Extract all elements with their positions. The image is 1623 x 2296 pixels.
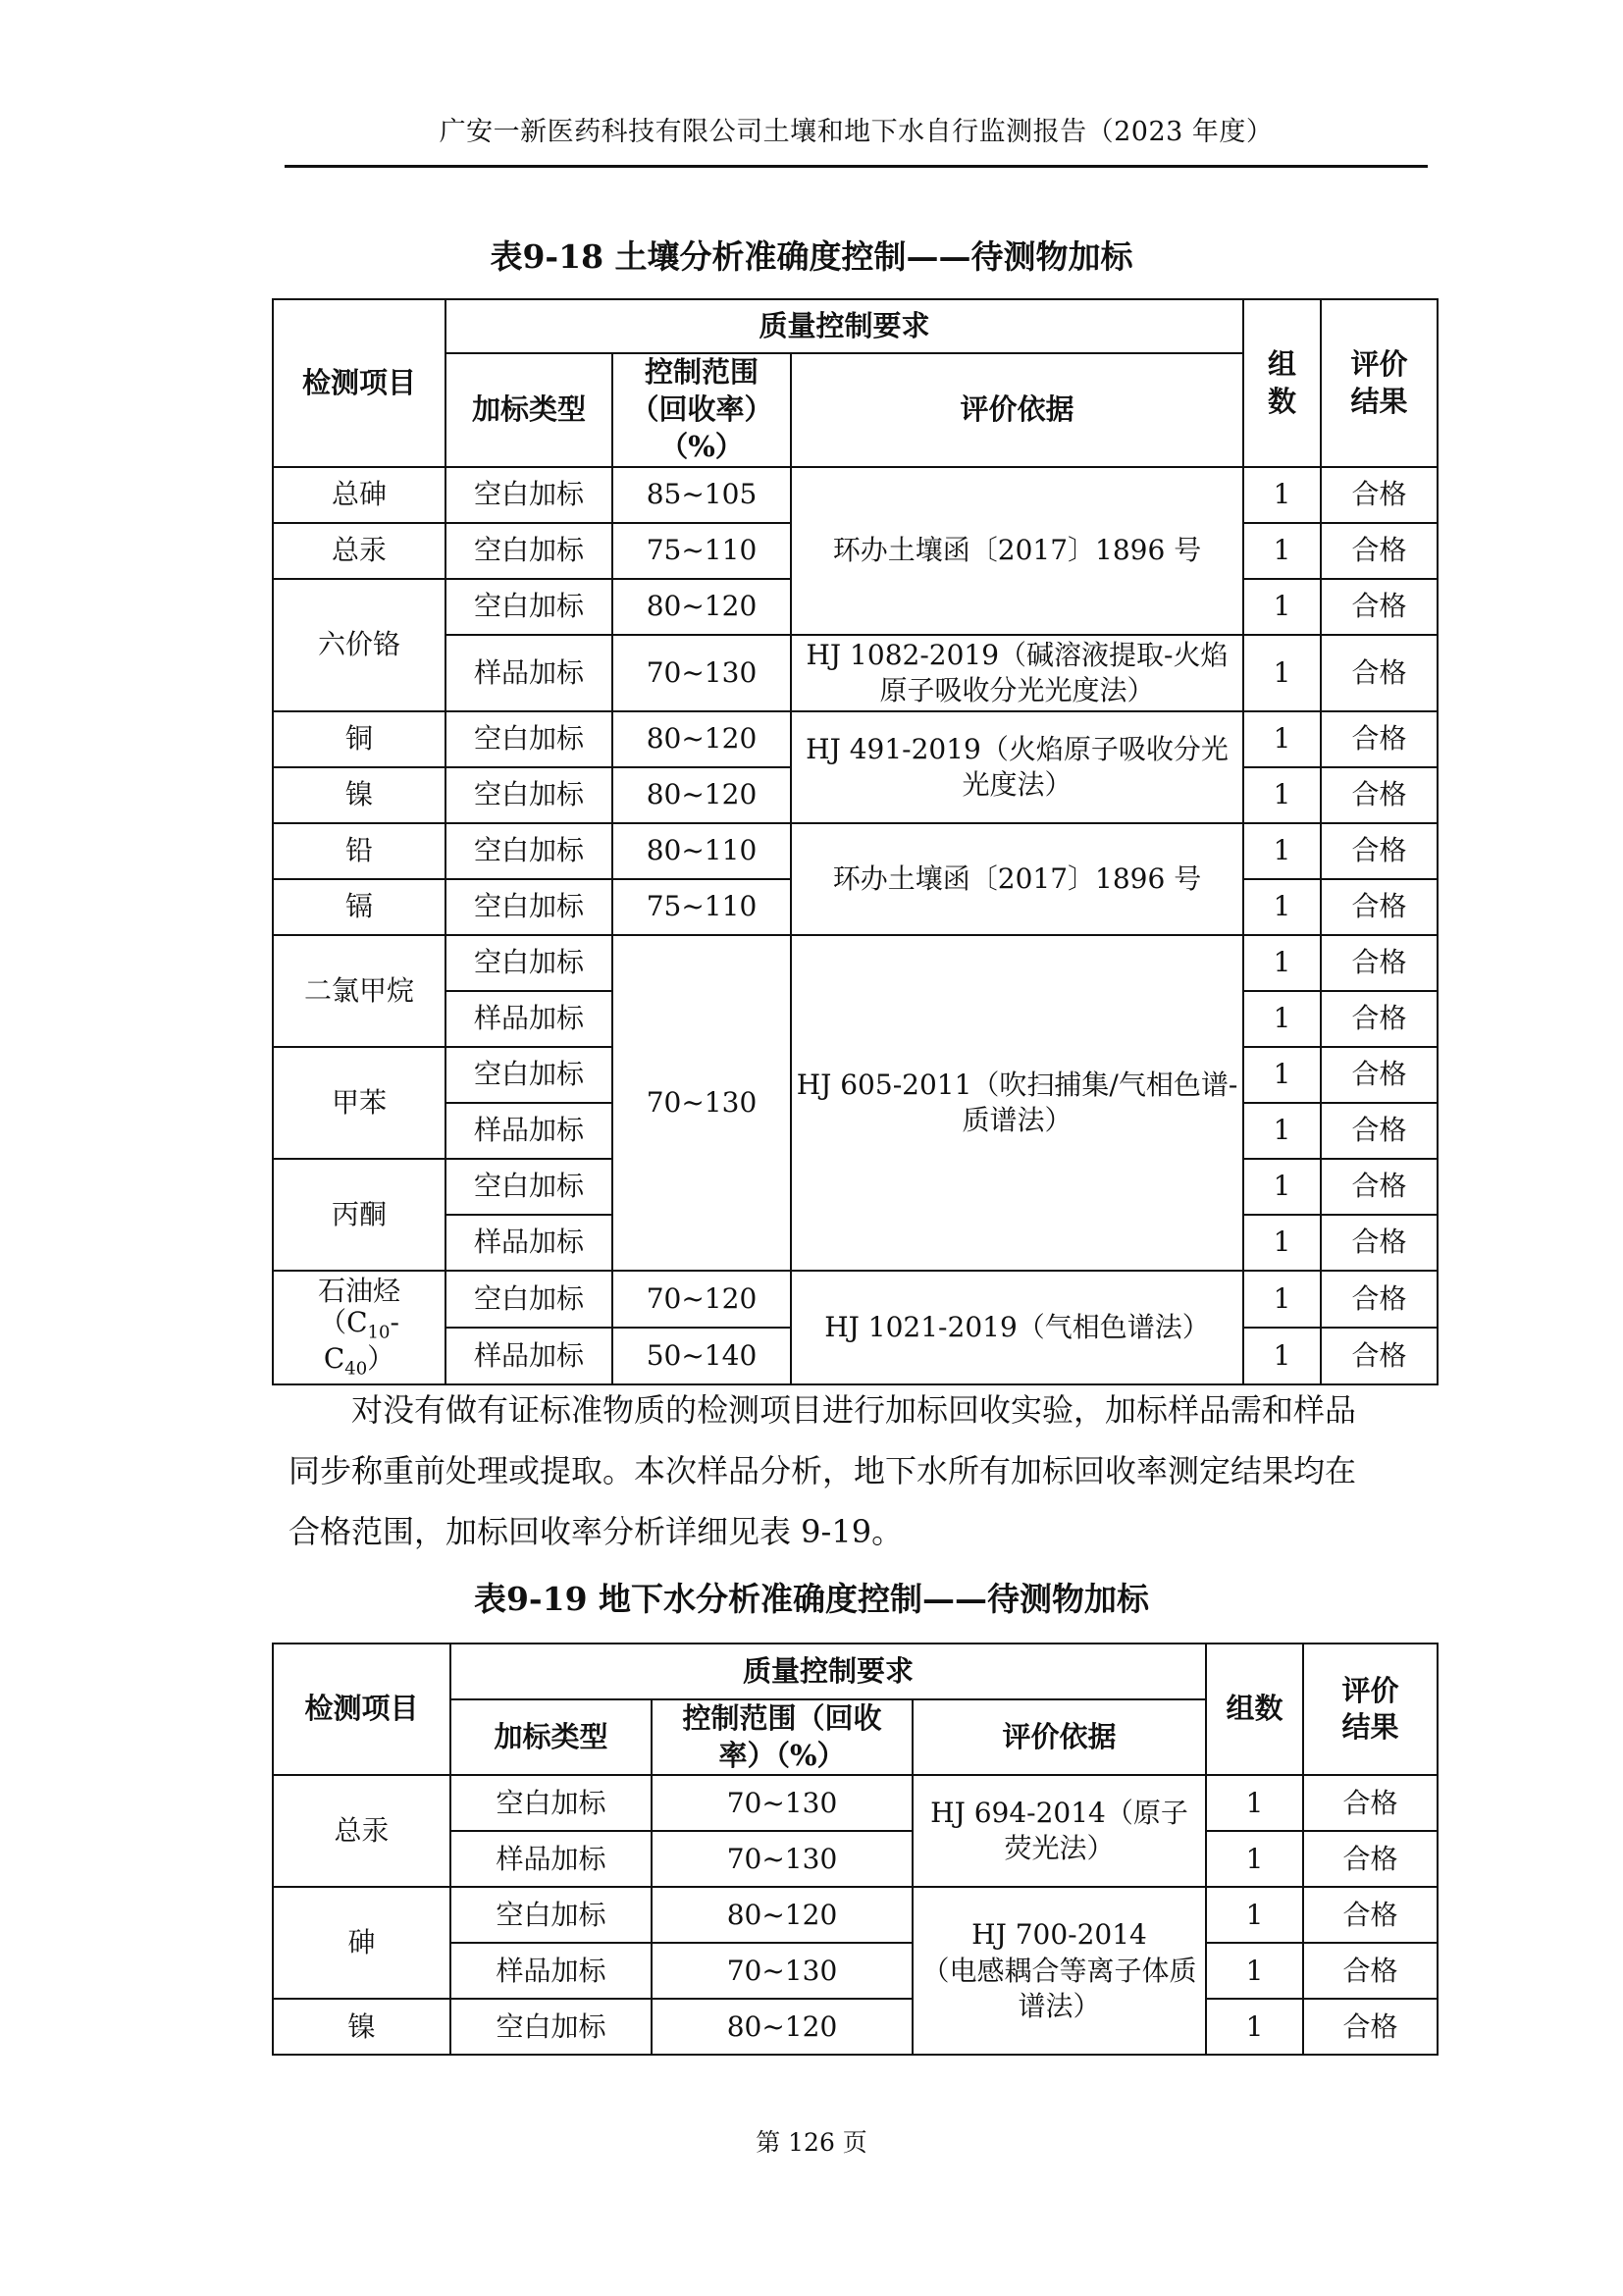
range-cell: 80~120 [612, 767, 791, 823]
basis-cell: HJ 700-2014 （电感耦合等离子体质谱法） [913, 1887, 1206, 2055]
spike-type-cell: 样品加标 [445, 1328, 612, 1384]
count-cell: 1 [1243, 579, 1321, 635]
range-cell: 70~130 [612, 935, 791, 1271]
spike-type-cell: 空白加标 [445, 523, 612, 579]
range-cell: 80~120 [652, 1887, 913, 1943]
result-cell: 合格 [1321, 1159, 1438, 1215]
result-cell: 合格 [1321, 579, 1438, 635]
result-cell: 合格 [1321, 935, 1438, 991]
range-cell: 50~140 [612, 1328, 791, 1384]
count-cell: 1 [1243, 523, 1321, 579]
item-cell: 总汞 [273, 1775, 450, 1887]
item-cell: 镉 [273, 879, 445, 935]
range-cell: 70~130 [652, 1943, 913, 1999]
count-cell: 1 [1206, 1775, 1303, 1831]
result-cell: 合格 [1321, 1103, 1438, 1159]
item-cell: 铅 [273, 823, 445, 879]
count-cell: 1 [1243, 935, 1321, 991]
header-item: 检测项目 [273, 299, 445, 467]
item-name: 石油烃 [317, 1274, 400, 1307]
spike-type-cell: 样品加标 [445, 1215, 612, 1271]
header-rule [285, 165, 1428, 168]
table-row [273, 711, 1438, 767]
table-row [273, 823, 1438, 879]
spike-type-cell: 空白加标 [445, 1159, 612, 1215]
count-cell: 1 [1243, 467, 1321, 523]
count-cell: 1 [1206, 1887, 1303, 1943]
item-cell: 铜 [273, 711, 445, 767]
header-range: 控制范围 （回收率） （%） [612, 353, 791, 467]
range-cell: 80~120 [652, 1999, 913, 2055]
item-cell: 二氯甲烷 [273, 935, 445, 1047]
table1-caption: 表9-18 土壤分析准确度控制——待测物加标 [490, 237, 1133, 276]
spike-type-cell: 样品加标 [450, 1831, 652, 1887]
spike-type-cell: 样品加标 [445, 991, 612, 1047]
range-cell: 80~120 [612, 579, 791, 635]
result-cell: 合格 [1321, 823, 1438, 879]
header-count: 组数 [1206, 1644, 1303, 1775]
basis-cell: HJ 1082-2019（碱溶液提取-火焰原子吸收分光光度法） [791, 635, 1243, 711]
result-cell: 合格 [1303, 1999, 1438, 2055]
count-cell: 1 [1243, 1047, 1321, 1103]
result-cell: 合格 [1303, 1775, 1438, 1831]
header-basis: 评价依据 [791, 353, 1243, 467]
header-basis: 评价依据 [913, 1699, 1206, 1775]
paragraph-line: 合格范围，加标回收率分析详细见表 9-19。 [288, 1513, 904, 1550]
table-row [273, 1999, 1438, 2055]
spike-type-cell: 空白加标 [445, 935, 612, 991]
item-cell: 总汞 [273, 523, 445, 579]
result-cell: 合格 [1321, 767, 1438, 823]
result-cell: 合格 [1321, 1328, 1438, 1384]
item-cell: 石油烃 （$C_{10}-$ $C_{40}$） [273, 1271, 445, 1384]
count-cell: 1 [1243, 1271, 1321, 1328]
spike-type-cell: 空白加标 [445, 767, 612, 823]
spike-type-cell: 样品加标 [450, 1943, 652, 1999]
range-cell: 75~110 [612, 523, 791, 579]
item-cell: 六价铬 [273, 579, 445, 711]
spike-type-cell: 空白加标 [445, 879, 612, 935]
item-cell: 砷 [273, 1887, 450, 1999]
range-cell: 75~110 [612, 879, 791, 935]
groundwater-spike-table [272, 1643, 1439, 2056]
page-number: 第 126 页 [756, 2128, 867, 2157]
table-row [273, 635, 1438, 711]
item-cell: 镍 [273, 767, 445, 823]
count-cell: 1 [1243, 1328, 1321, 1384]
spike-type-cell: 空白加标 [450, 1999, 652, 2055]
header-qc-group: 质量控制要求 [450, 1644, 1206, 1699]
header-count: 组 数 [1243, 299, 1321, 467]
result-cell: 合格 [1321, 523, 1438, 579]
count-cell: 1 [1243, 711, 1321, 767]
count-cell: 1 [1243, 1215, 1321, 1271]
count-cell: 1 [1243, 879, 1321, 935]
item-cell: 丙酮 [273, 1159, 445, 1271]
result-cell: 合格 [1321, 1215, 1438, 1271]
table-row [273, 1271, 1438, 1328]
spike-type-cell: 样品加标 [445, 635, 612, 711]
range-cell: 70~130 [652, 1775, 913, 1831]
item-cell: 甲苯 [273, 1047, 445, 1159]
result-cell: 合格 [1303, 1943, 1438, 1999]
paragraph-line: 对没有做有证标准物质的检测项目进行加标回收实验，加标样品需和样品 [351, 1391, 1357, 1429]
basis-cell: HJ 605-2011（吹扫捕集/气相色谱-质谱法） [791, 935, 1243, 1271]
count-cell: 1 [1206, 1943, 1303, 1999]
header-result: 评价 结果 [1303, 1644, 1438, 1775]
range-cell: 70~120 [612, 1271, 791, 1328]
count-cell: 1 [1243, 1159, 1321, 1215]
header-item: 检测项目 [273, 1644, 450, 1775]
table-row [273, 467, 1438, 523]
result-cell: 合格 [1321, 467, 1438, 523]
spike-type-cell: 空白加标 [445, 1047, 612, 1103]
count-cell: 1 [1243, 823, 1321, 879]
result-cell: 合格 [1321, 879, 1438, 935]
header-range: 控制范围（回收 率）（%） [652, 1699, 913, 1775]
spike-type-cell: 样品加标 [445, 1103, 612, 1159]
table-row [273, 1887, 1438, 1943]
spike-type-cell: 空白加标 [450, 1775, 652, 1831]
spike-type-cell: 空白加标 [445, 467, 612, 523]
result-cell: 合格 [1321, 1271, 1438, 1328]
basis-cell: 环办土壤函〔2017〕1896 号 [791, 823, 1243, 935]
result-cell: 合格 [1321, 635, 1438, 711]
item-cell: 镍 [273, 1999, 450, 2055]
result-cell: 合格 [1303, 1831, 1438, 1887]
spike-type-cell: 空白加标 [445, 1271, 612, 1328]
spike-type-cell: 空白加标 [445, 823, 612, 879]
basis-cell: HJ 694-2014（原子荧光法） [913, 1775, 1206, 1887]
count-cell: 1 [1243, 1103, 1321, 1159]
result-cell: 合格 [1303, 1887, 1438, 1943]
count-cell: 1 [1206, 1999, 1303, 2055]
basis-cell: HJ 1021-2019（气相色谱法） [791, 1271, 1243, 1384]
range-cell: 70~130 [652, 1831, 913, 1887]
basis-cell: HJ 491-2019（火焰原子吸收分光光度法） [791, 711, 1243, 823]
table2-caption: 表9-19 地下水分析准确度控制——待测物加标 [473, 1580, 1150, 1618]
item-cell: 总砷 [273, 467, 445, 523]
spike-type-cell: 空白加标 [450, 1887, 652, 1943]
spike-type-cell: 空白加标 [445, 711, 612, 767]
range-cell: 85~105 [612, 467, 791, 523]
range-cell: 80~120 [612, 711, 791, 767]
result-cell: 合格 [1321, 991, 1438, 1047]
count-cell: 1 [1243, 635, 1321, 711]
result-cell: 合格 [1321, 1047, 1438, 1103]
paragraph-line: 同步称重前处理或提取。本次样品分析，地下水所有加标回收率测定结果均在 [288, 1452, 1357, 1489]
soil-spike-table [272, 298, 1439, 1385]
result-cell: 合格 [1321, 711, 1438, 767]
count-cell: 1 [1243, 991, 1321, 1047]
range-cell: 70~130 [612, 635, 791, 711]
spike-type-cell: 空白加标 [445, 579, 612, 635]
header-spike-type: 加标类型 [450, 1699, 652, 1775]
body-paragraph [288, 1380, 1427, 1562]
count-cell: 1 [1206, 1831, 1303, 1887]
range-cell: 80~110 [612, 823, 791, 879]
basis-cell: 环办土壤函〔2017〕1896 号 [791, 467, 1243, 635]
header-result: 评价 结果 [1321, 299, 1438, 467]
report-header: 广安一新医药科技有限公司土壤和地下水自行监测报告（2023 年度） [439, 117, 1274, 147]
count-cell: 1 [1243, 767, 1321, 823]
header-qc-group: 质量控制要求 [445, 299, 1243, 353]
table-row [273, 935, 1438, 991]
table-row [273, 1775, 1438, 1831]
header-spike-type: 加标类型 [445, 353, 612, 467]
